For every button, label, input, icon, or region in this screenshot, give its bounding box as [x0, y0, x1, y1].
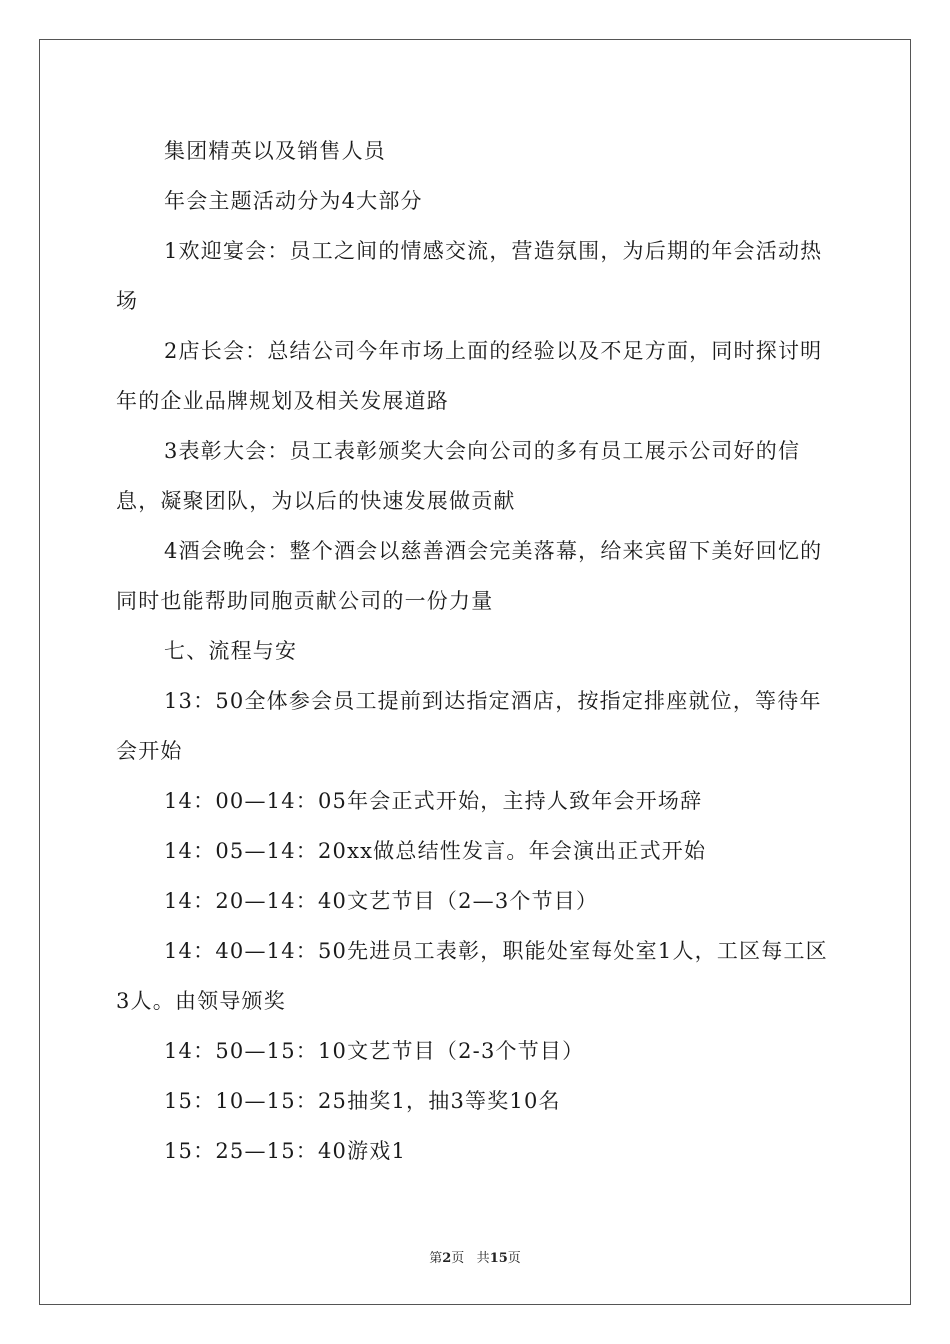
schedule-item-3: 14：05—14：20xx做总结性发言。年会演出正式开始: [164, 839, 707, 863]
paragraph-5: 3表彰大会：员工表彰颁奖大会向公司的多有员工展示公司好的信息，凝聚团队，为以后的快速发展做贡献: [116, 439, 801, 513]
document-body: [116, 126, 836, 1176]
schedule-item-1: 13：50全体参会员工提前到达指定酒店，按指定排座就位，等待年会开始: [116, 689, 822, 763]
total-pages: 15: [489, 1251, 508, 1266]
section-heading: 七、流程与安: [164, 639, 298, 663]
paragraph-2: 年会主题活动分为4大部分: [164, 189, 423, 213]
page-number: 2: [442, 1251, 452, 1266]
paragraph-1: 集团精英以及销售人员: [164, 139, 386, 163]
schedule-item-2: 14：00—14：05年会正式开始，主持人致年会开场辞: [164, 789, 703, 813]
paragraph-4: 2店长会：总结公司今年市场上面的经验以及不足方面，同时探讨明年的企业品牌规划及相关发展道路: [116, 339, 823, 413]
schedule-item-7: 15：10—15：25抽奖1，抽3等奖10名: [164, 1089, 561, 1113]
schedule-item-6: 14：50—15：10文艺节目（2-3个节目）: [164, 1039, 585, 1063]
page-footer: [0, 1247, 950, 1266]
paragraph-3: 1欢迎宴会：员工之间的情感交流，营造氛围，为后期的年会活动热场: [116, 239, 823, 313]
total-suffix: 页: [507, 1251, 521, 1266]
schedule-item-4: 14：20—14：40文艺节目（2—3个节目）: [164, 889, 599, 913]
page-suffix: 页: [451, 1251, 465, 1266]
total-prefix: 共: [476, 1251, 490, 1266]
page-prefix: 第: [429, 1251, 443, 1266]
paragraph-6: 4酒会晚会：整个酒会以慈善酒会完美落幕，给来宾留下美好回忆的同时也能帮助同胞贡献公司的一份力量: [116, 539, 823, 613]
schedule-item-8: 15：25—15：40游戏1: [164, 1139, 407, 1163]
schedule-item-5: 14：40—14：50先进员工表彰，职能处室每处室1人，工区每工区3人。由领导颁奖: [116, 939, 828, 1013]
